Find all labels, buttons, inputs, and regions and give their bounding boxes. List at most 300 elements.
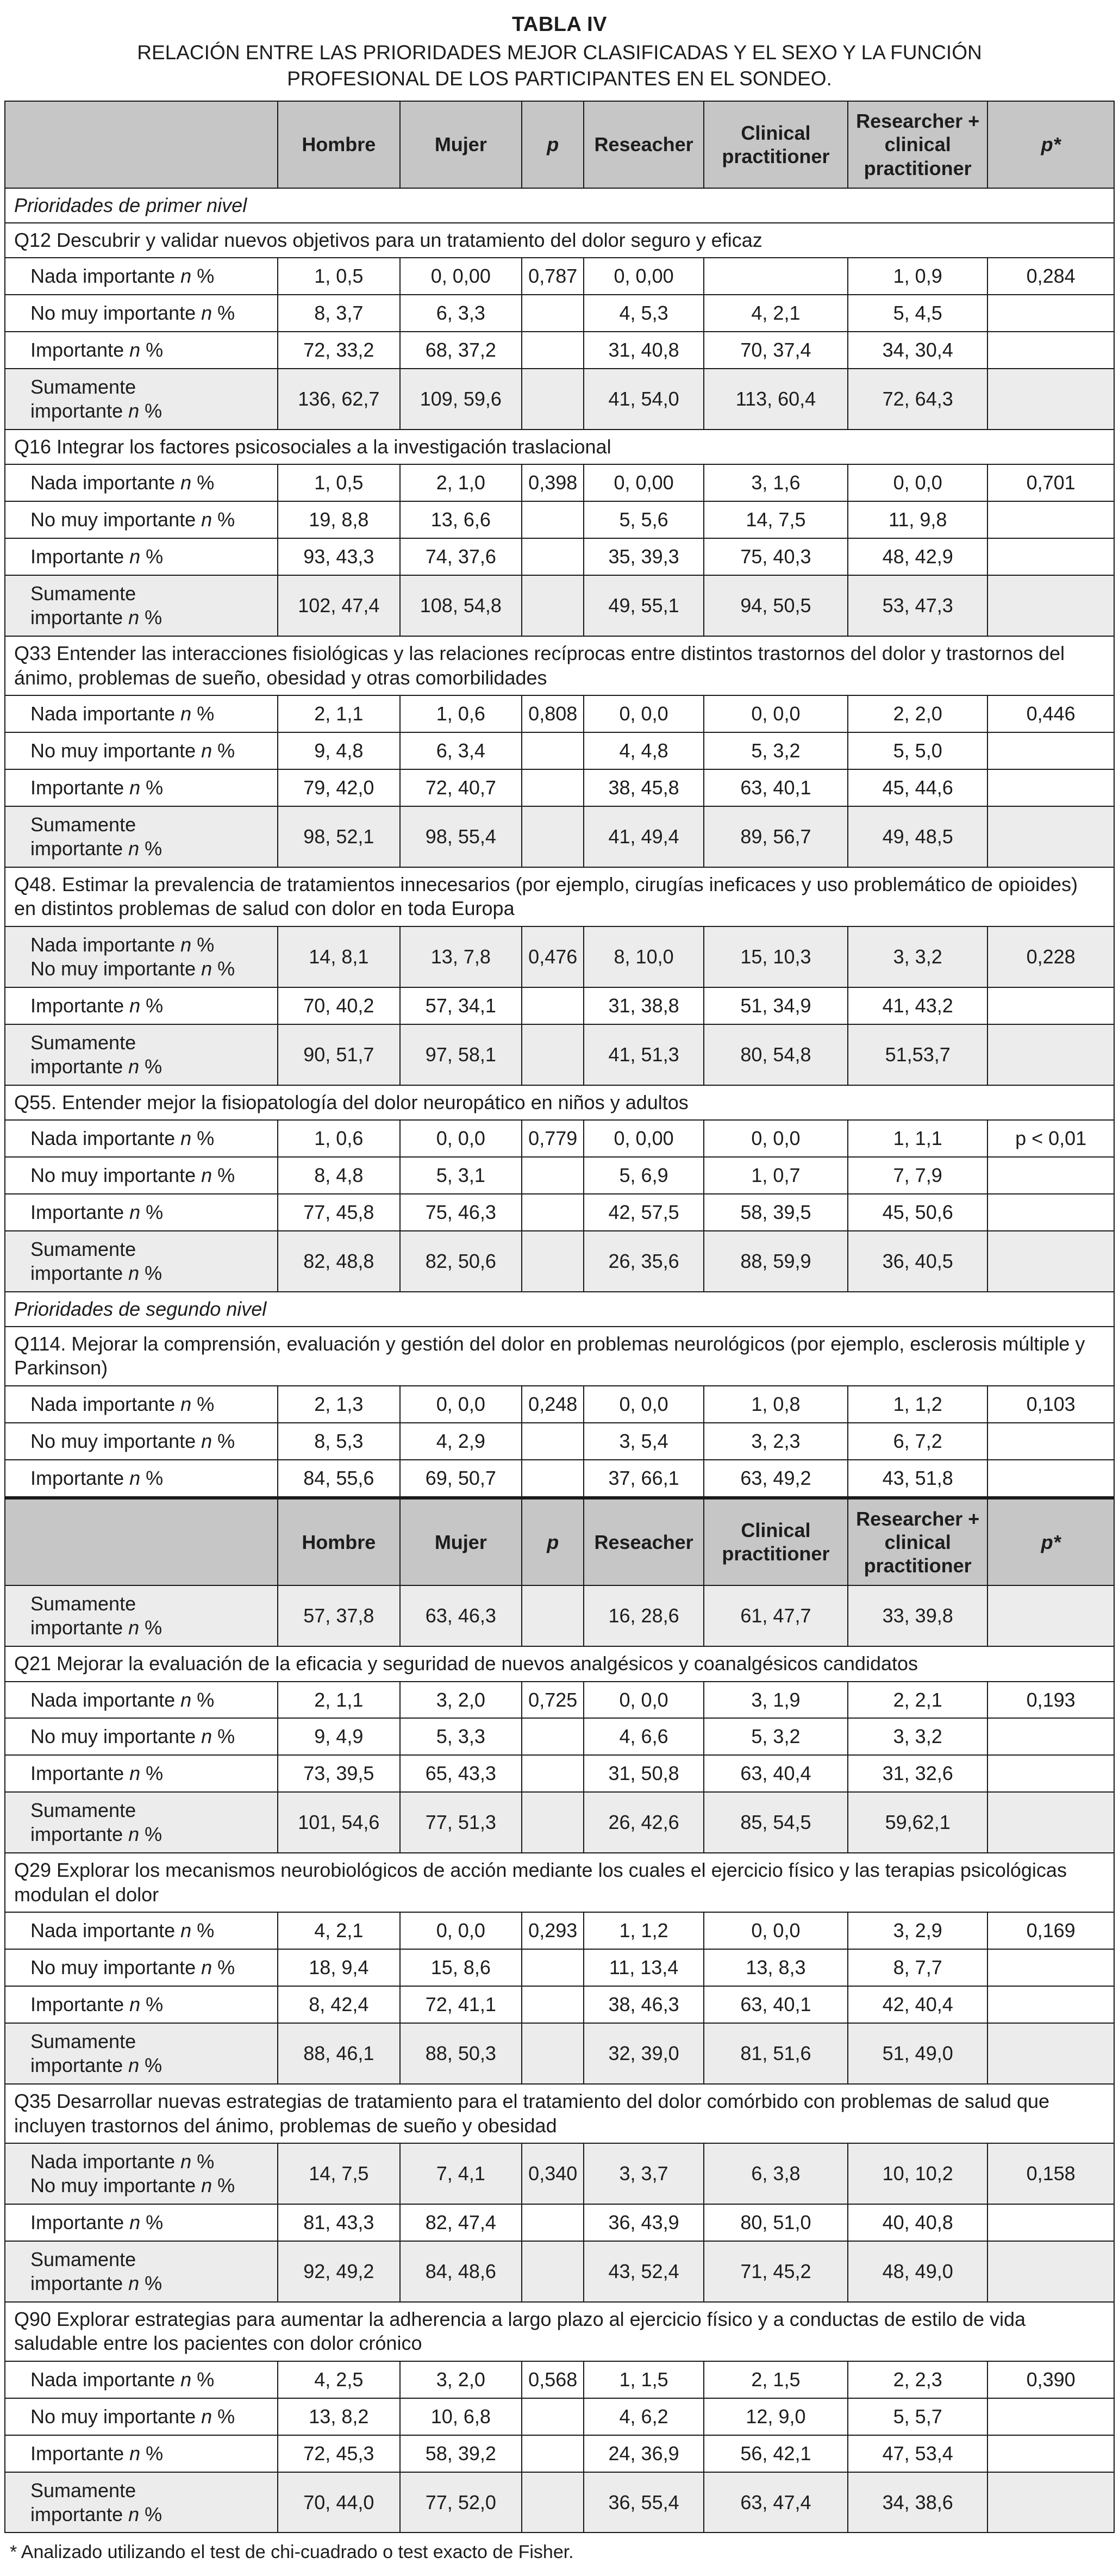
row-label: Importante n % — [5, 1194, 278, 1231]
reseacher-cell: 36, 43,9 — [584, 2204, 703, 2241]
p-star-cell — [987, 1718, 1114, 1755]
mujer-cell: 98, 55,4 — [400, 806, 522, 867]
p-star-cell — [987, 2435, 1114, 2472]
clinical-practitioner-cell: 2, 1,5 — [704, 2361, 848, 2398]
column-header-hombre: Hombre — [278, 1498, 400, 1586]
clinical-practitioner-cell: 56, 42,1 — [704, 2435, 848, 2472]
researcher-clinical-practitioner-cell: 7, 7,9 — [848, 1157, 987, 1194]
researcher-clinical-practitioner-cell: 1, 1,2 — [848, 1386, 987, 1423]
hombre-cell: 8, 42,4 — [278, 1986, 400, 2023]
p-star-cell — [987, 1460, 1114, 1498]
hombre-cell: 57, 37,8 — [278, 1585, 400, 1646]
p-cell — [522, 769, 584, 806]
hombre-cell: 8, 4,8 — [278, 1157, 400, 1194]
clinical-practitioner-cell: 75, 40,3 — [704, 538, 848, 575]
p-cell: 0,787 — [522, 258, 584, 295]
p-star-cell — [987, 538, 1114, 575]
p-star-cell — [987, 1792, 1114, 1853]
clinical-practitioner-cell: 4, 2,1 — [704, 295, 848, 332]
hombre-cell: 9, 4,8 — [278, 732, 400, 769]
hombre-cell: 73, 39,5 — [278, 1755, 400, 1792]
reseacher-cell: 41, 51,3 — [584, 1024, 703, 1085]
hombre-cell: 4, 2,1 — [278, 1912, 400, 1949]
p-cell: 0,398 — [522, 464, 584, 501]
p-star-cell: 0,193 — [987, 1682, 1114, 1719]
researcher-clinical-practitioner-cell: 8, 7,7 — [848, 1949, 987, 1986]
hombre-cell: 8, 3,7 — [278, 295, 400, 332]
hombre-cell: 77, 45,8 — [278, 1194, 400, 1231]
p-star-cell — [987, 769, 1114, 806]
reseacher-cell: 0, 0,00 — [584, 464, 703, 501]
p-star-cell — [987, 1949, 1114, 1986]
researcher-clinical-practitioner-cell: 5, 4,5 — [848, 295, 987, 332]
p-star-cell — [987, 1024, 1114, 1085]
researcher-clinical-practitioner-cell: 40, 40,8 — [848, 2204, 987, 2241]
p-cell — [522, 1792, 584, 1853]
row-label: Sumamente importante n % — [5, 2472, 278, 2533]
researcher-clinical-practitioner-cell: 33, 39,8 — [848, 1585, 987, 1646]
p-cell — [522, 2241, 584, 2302]
reseacher-cell: 4, 6,2 — [584, 2398, 703, 2435]
p-cell — [522, 732, 584, 769]
question-text: Q29 Explorar los mecanismos neurobiológicos de acción mediante los cuales el ejercicio físico y las terapias psicológicas modulan el dolor — [5, 1853, 1114, 1912]
researcher-clinical-practitioner-cell: 51,53,7 — [848, 1024, 987, 1085]
researcher-clinical-practitioner-cell: 31, 32,6 — [848, 1755, 987, 1792]
row-label: Importante n % — [5, 2204, 278, 2241]
row-label: Nada importante n % — [5, 1386, 278, 1423]
researcher-clinical-practitioner-cell: 49, 48,5 — [848, 806, 987, 867]
row-label: No muy importante n % — [5, 501, 278, 538]
row-label: Sumamente importante n % — [5, 575, 278, 636]
row-label: No muy importante n % — [5, 1423, 278, 1460]
data-row — [5, 1231, 1114, 1292]
p-star-cell: 0,103 — [987, 1386, 1114, 1423]
p-cell — [522, 575, 584, 636]
clinical-practitioner-cell: 0, 0,0 — [704, 695, 848, 732]
reseacher-cell: 31, 40,8 — [584, 332, 703, 369]
p-star-cell — [987, 1157, 1114, 1194]
hombre-cell: 13, 8,2 — [278, 2398, 400, 2435]
reseacher-cell: 31, 50,8 — [584, 1755, 703, 1792]
mujer-cell: 72, 41,1 — [400, 1986, 522, 2023]
question-text: Q35 Desarrollar nuevas estrategias de tratamiento para el tratamiento del dolor comórbido con problemas de salud que incluyen trastornos del ánimo, problemas de sueño y obesidad — [5, 2084, 1114, 2143]
hombre-cell: 1, 0,5 — [278, 464, 400, 501]
p-star-cell — [987, 2241, 1114, 2302]
p-cell — [522, 1949, 584, 1986]
clinical-practitioner-cell: 63, 40,1 — [704, 769, 848, 806]
hombre-cell: 82, 48,8 — [278, 1231, 400, 1292]
row-label: Sumamente importante n % — [5, 1231, 278, 1292]
mujer-cell: 57, 34,1 — [400, 987, 522, 1024]
hombre-cell: 1, 0,6 — [278, 1120, 400, 1157]
question-row — [5, 1085, 1114, 1121]
researcher-clinical-practitioner-cell: 34, 38,6 — [848, 2472, 987, 2533]
mujer-cell: 3, 2,0 — [400, 1682, 522, 1719]
hombre-cell: 4, 2,5 — [278, 2361, 400, 2398]
row-label: Nada importante n % No muy importante n % — [5, 926, 278, 987]
row-label: Sumamente importante n % — [5, 806, 278, 867]
hombre-cell: 101, 54,6 — [278, 1792, 400, 1853]
p-star-cell: 0,228 — [987, 926, 1114, 987]
row-label: Nada importante n % — [5, 464, 278, 501]
row-label: No muy importante n % — [5, 1718, 278, 1755]
mujer-cell: 109, 59,6 — [400, 369, 522, 430]
question-text: Q48. Estimar la prevalencia de tratamientos innecesarios (por ejemplo, cirugías ineficaces y uso problemático de opioides) en distintos problemas de salud con dolor en toda Europa — [5, 867, 1114, 926]
table-header-row — [5, 101, 1114, 188]
column-header-empty — [5, 1498, 278, 1586]
researcher-clinical-practitioner-cell: 10, 10,2 — [848, 2143, 987, 2204]
researcher-clinical-practitioner-cell: 1, 1,1 — [848, 1120, 987, 1157]
p-cell: 0,779 — [522, 1120, 584, 1157]
hombre-cell: 136, 62,7 — [278, 369, 400, 430]
data-row — [5, 1912, 1114, 1949]
p-cell — [522, 332, 584, 369]
p-star-cell — [987, 1585, 1114, 1646]
row-label: No muy importante n % — [5, 1157, 278, 1194]
p-cell — [522, 1157, 584, 1194]
table-header-row — [5, 1498, 1114, 1586]
question-row — [5, 1853, 1114, 1912]
reseacher-cell: 0, 0,0 — [584, 1682, 703, 1719]
data-row — [5, 1194, 1114, 1231]
clinical-practitioner-cell: 63, 47,4 — [704, 2472, 848, 2533]
hombre-cell: 102, 47,4 — [278, 575, 400, 636]
question-row — [5, 223, 1114, 258]
column-header-reseacher: Reseacher — [584, 1498, 703, 1586]
p-star-cell — [987, 295, 1114, 332]
hombre-cell: 8, 5,3 — [278, 1423, 400, 1460]
priorities-table-body — [5, 101, 1114, 2533]
data-row — [5, 2361, 1114, 2398]
column-header-p: p — [522, 1498, 584, 1586]
row-label: Importante n % — [5, 538, 278, 575]
clinical-practitioner-cell: 51, 34,9 — [704, 987, 848, 1024]
data-row — [5, 926, 1114, 987]
data-row — [5, 464, 1114, 501]
p-star-cell — [987, 1755, 1114, 1792]
clinical-practitioner-cell: 70, 37,4 — [704, 332, 848, 369]
clinical-practitioner-cell: 88, 59,9 — [704, 1231, 848, 1292]
section-title: Prioridades de segundo nivel — [5, 1292, 1114, 1327]
clinical-practitioner-cell — [704, 258, 848, 295]
reseacher-cell: 26, 42,6 — [584, 1792, 703, 1853]
mujer-cell: 13, 6,6 — [400, 501, 522, 538]
column-header-researcher-clinical-practitioner: Researcher + clinical practitioner — [848, 101, 987, 188]
row-label: Importante n % — [5, 332, 278, 369]
mujer-cell: 97, 58,1 — [400, 1024, 522, 1085]
p-cell — [522, 538, 584, 575]
reseacher-cell: 24, 36,9 — [584, 2435, 703, 2472]
question-row — [5, 2302, 1114, 2361]
clinical-practitioner-cell: 80, 51,0 — [704, 2204, 848, 2241]
column-header-empty — [5, 101, 278, 188]
mujer-cell: 5, 3,3 — [400, 1718, 522, 1755]
data-row — [5, 2143, 1114, 2204]
priorities-table — [4, 101, 1115, 2533]
mujer-cell: 10, 6,8 — [400, 2398, 522, 2435]
mujer-cell: 0, 0,0 — [400, 1912, 522, 1949]
p-star-cell — [987, 806, 1114, 867]
mujer-cell: 6, 3,3 — [400, 295, 522, 332]
row-label: No muy importante n % — [5, 732, 278, 769]
reseacher-cell: 43, 52,4 — [584, 2241, 703, 2302]
hombre-cell: 81, 43,3 — [278, 2204, 400, 2241]
mujer-cell: 13, 7,8 — [400, 926, 522, 987]
researcher-clinical-practitioner-cell: 48, 42,9 — [848, 538, 987, 575]
p-cell — [522, 806, 584, 867]
reseacher-cell: 41, 49,4 — [584, 806, 703, 867]
clinical-practitioner-cell: 81, 51,6 — [704, 2023, 848, 2084]
mujer-cell: 5, 3,1 — [400, 1157, 522, 1194]
mujer-cell: 68, 37,2 — [400, 332, 522, 369]
row-label: Nada importante n % — [5, 258, 278, 295]
p-star-cell — [987, 1194, 1114, 1231]
row-label: Importante n % — [5, 2435, 278, 2472]
p-star-cell — [987, 2472, 1114, 2533]
clinical-practitioner-cell: 5, 3,2 — [704, 1718, 848, 1755]
hombre-cell: 92, 49,2 — [278, 2241, 400, 2302]
data-row — [5, 2241, 1114, 2302]
clinical-practitioner-cell: 61, 47,7 — [704, 1585, 848, 1646]
p-star-cell — [987, 369, 1114, 430]
researcher-clinical-practitioner-cell: 1, 0,9 — [848, 258, 987, 295]
p-star-cell: p < 0,01 — [987, 1120, 1114, 1157]
reseacher-cell: 4, 6,6 — [584, 1718, 703, 1755]
researcher-clinical-practitioner-cell: 43, 51,8 — [848, 1460, 987, 1498]
hombre-cell: 2, 1,3 — [278, 1386, 400, 1423]
researcher-clinical-practitioner-cell: 59,62,1 — [848, 1792, 987, 1853]
researcher-clinical-practitioner-cell: 45, 44,6 — [848, 769, 987, 806]
reseacher-cell: 36, 55,4 — [584, 2472, 703, 2533]
p-star-cell — [987, 2023, 1114, 2084]
data-row — [5, 2398, 1114, 2435]
question-row — [5, 1327, 1114, 1386]
p-star-cell — [987, 501, 1114, 538]
clinical-practitioner-cell: 6, 3,8 — [704, 2143, 848, 2204]
row-label: Sumamente importante n % — [5, 1585, 278, 1646]
p-cell — [522, 2435, 584, 2472]
row-label: Nada importante n % No muy importante n % — [5, 2143, 278, 2204]
column-header-p-star: p* — [987, 101, 1114, 188]
p-cell — [522, 2472, 584, 2533]
p-cell — [522, 369, 584, 430]
researcher-clinical-practitioner-cell: 2, 2,0 — [848, 695, 987, 732]
data-row — [5, 1423, 1114, 1460]
p-star-cell: 0,158 — [987, 2143, 1114, 2204]
mujer-cell: 72, 40,7 — [400, 769, 522, 806]
column-header-reseacher: Reseacher — [584, 101, 703, 188]
data-row — [5, 1792, 1114, 1853]
p-star-cell — [987, 732, 1114, 769]
researcher-clinical-practitioner-cell: 47, 53,4 — [848, 2435, 987, 2472]
row-label: Nada importante n % — [5, 1682, 278, 1719]
data-row — [5, 1157, 1114, 1194]
p-cell — [522, 1585, 584, 1646]
hombre-cell: 14, 8,1 — [278, 926, 400, 987]
column-header-mujer: Mujer — [400, 1498, 522, 1586]
mujer-cell: 0, 0,0 — [400, 1120, 522, 1157]
row-label: Sumamente importante n % — [5, 2241, 278, 2302]
hombre-cell: 2, 1,1 — [278, 695, 400, 732]
mujer-cell: 6, 3,4 — [400, 732, 522, 769]
clinical-practitioner-cell: 3, 1,6 — [704, 464, 848, 501]
mujer-cell: 77, 52,0 — [400, 2472, 522, 2533]
reseacher-cell: 0, 0,00 — [584, 1120, 703, 1157]
hombre-cell: 19, 8,8 — [278, 501, 400, 538]
p-star-cell — [987, 2398, 1114, 2435]
mujer-cell: 84, 48,6 — [400, 2241, 522, 2302]
data-row — [5, 1460, 1114, 1498]
researcher-clinical-practitioner-cell: 5, 5,0 — [848, 732, 987, 769]
p-cell — [522, 1423, 584, 1460]
row-label: Nada importante n % — [5, 1120, 278, 1157]
researcher-clinical-practitioner-cell: 2, 2,1 — [848, 1682, 987, 1719]
mujer-cell: 88, 50,3 — [400, 2023, 522, 2084]
table-title: TABLA IV — [512, 13, 607, 36]
row-label: Importante n % — [5, 769, 278, 806]
p-cell — [522, 987, 584, 1024]
clinical-practitioner-cell: 1, 0,7 — [704, 1157, 848, 1194]
data-row — [5, 2435, 1114, 2472]
clinical-practitioner-cell: 71, 45,2 — [704, 2241, 848, 2302]
p-cell: 0,476 — [522, 926, 584, 987]
p-cell — [522, 1231, 584, 1292]
clinical-practitioner-cell: 63, 40,4 — [704, 1755, 848, 1792]
row-label: Importante n % — [5, 1986, 278, 2023]
data-row — [5, 2472, 1114, 2533]
clinical-practitioner-cell: 3, 1,9 — [704, 1682, 848, 1719]
reseacher-cell: 0, 0,0 — [584, 695, 703, 732]
row-label: Importante n % — [5, 1460, 278, 1498]
row-label: Nada importante n % — [5, 1912, 278, 1949]
p-star-cell: 0,390 — [987, 2361, 1114, 2398]
question-row — [5, 430, 1114, 465]
data-row — [5, 258, 1114, 295]
reseacher-cell: 32, 39,0 — [584, 2023, 703, 2084]
p-star-cell: 0,446 — [987, 695, 1114, 732]
researcher-clinical-practitioner-cell: 45, 50,6 — [848, 1194, 987, 1231]
data-row — [5, 987, 1114, 1024]
p-cell — [522, 1755, 584, 1792]
data-row — [5, 769, 1114, 806]
reseacher-cell: 4, 5,3 — [584, 295, 703, 332]
data-row — [5, 1949, 1114, 1986]
p-cell — [522, 1024, 584, 1085]
clinical-practitioner-cell: 85, 54,5 — [704, 1792, 848, 1853]
data-row — [5, 295, 1114, 332]
reseacher-cell: 3, 5,4 — [584, 1423, 703, 1460]
data-row — [5, 732, 1114, 769]
reseacher-cell: 16, 28,6 — [584, 1585, 703, 1646]
hombre-cell: 84, 55,6 — [278, 1460, 400, 1498]
researcher-clinical-practitioner-cell: 41, 43,2 — [848, 987, 987, 1024]
mujer-cell: 4, 2,9 — [400, 1423, 522, 1460]
p-cell: 0,293 — [522, 1912, 584, 1949]
mujer-cell: 75, 46,3 — [400, 1194, 522, 1231]
p-star-cell — [987, 1986, 1114, 2023]
reseacher-cell: 49, 55,1 — [584, 575, 703, 636]
reseacher-cell: 5, 5,6 — [584, 501, 703, 538]
question-text: Q55. Entender mejor la fisiopatología del dolor neuropático en niños y adultos — [5, 1085, 1114, 1121]
reseacher-cell: 8, 10,0 — [584, 926, 703, 987]
data-row — [5, 1120, 1114, 1157]
reseacher-cell: 11, 13,4 — [584, 1949, 703, 1986]
row-label: Nada importante n % — [5, 695, 278, 732]
question-text: Q12 Descubrir y validar nuevos objetivos para un tratamiento del dolor seguro y eficaz — [5, 223, 1114, 258]
column-header-p: p — [522, 101, 584, 188]
hombre-cell: 1, 0,5 — [278, 258, 400, 295]
data-row — [5, 1986, 1114, 2023]
column-header-clinical-practitioner: Clinical practitioner — [704, 1498, 848, 1586]
column-header-hombre: Hombre — [278, 101, 400, 188]
mujer-cell: 15, 8,6 — [400, 1949, 522, 1986]
mujer-cell: 3, 2,0 — [400, 2361, 522, 2398]
reseacher-cell: 35, 39,3 — [584, 538, 703, 575]
reseacher-cell: 42, 57,5 — [584, 1194, 703, 1231]
p-cell: 0,725 — [522, 1682, 584, 1719]
hombre-cell: 9, 4,9 — [278, 1718, 400, 1755]
researcher-clinical-practitioner-cell: 2, 2,3 — [848, 2361, 987, 2398]
mujer-cell: 2, 1,0 — [400, 464, 522, 501]
researcher-clinical-practitioner-cell: 53, 47,3 — [848, 575, 987, 636]
reseacher-cell: 0, 0,0 — [584, 1386, 703, 1423]
question-text: Q114. Mejorar la comprensión, evaluación y gestión del dolor en problemas neurológicos (por ejemplo, esclerosis múltiple y Parkinson) — [5, 1327, 1114, 1386]
mujer-cell: 77, 51,3 — [400, 1792, 522, 1853]
mujer-cell: 1, 0,6 — [400, 695, 522, 732]
row-label: No muy importante n % — [5, 295, 278, 332]
column-header-clinical-practitioner: Clinical practitioner — [704, 101, 848, 188]
clinical-practitioner-cell: 13, 8,3 — [704, 1949, 848, 1986]
question-text: Q16 Integrar los factores psicosociales a la investigación traslacional — [5, 430, 1114, 465]
hombre-cell: 90, 51,7 — [278, 1024, 400, 1085]
reseacher-cell: 37, 66,1 — [584, 1460, 703, 1498]
question-row — [5, 636, 1114, 695]
p-cell — [522, 2023, 584, 2084]
researcher-clinical-practitioner-cell: 36, 40,5 — [848, 1231, 987, 1292]
clinical-practitioner-cell: 3, 2,3 — [704, 1423, 848, 1460]
researcher-clinical-practitioner-cell: 51, 49,0 — [848, 2023, 987, 2084]
row-label: Importante n % — [5, 987, 278, 1024]
clinical-practitioner-cell: 63, 49,2 — [704, 1460, 848, 1498]
p-cell — [522, 1194, 584, 1231]
researcher-clinical-practitioner-cell: 42, 40,4 — [848, 1986, 987, 2023]
reseacher-cell: 4, 4,8 — [584, 732, 703, 769]
mujer-cell: 63, 46,3 — [400, 1585, 522, 1646]
data-row — [5, 1718, 1114, 1755]
hombre-cell: 79, 42,0 — [278, 769, 400, 806]
row-label: Sumamente importante n % — [5, 1024, 278, 1085]
reseacher-cell: 38, 46,3 — [584, 1986, 703, 2023]
clinical-practitioner-cell: 14, 7,5 — [704, 501, 848, 538]
p-cell — [522, 1718, 584, 1755]
table-footnote: * Analizado utilizando el test de chi-cuadrado o test exacto de Fisher. — [10, 2542, 574, 2563]
p-star-cell: 0,169 — [987, 1912, 1114, 1949]
data-row — [5, 369, 1114, 430]
researcher-clinical-practitioner-cell: 72, 64,3 — [848, 369, 987, 430]
clinical-practitioner-cell: 0, 0,0 — [704, 1120, 848, 1157]
reseacher-cell: 1, 1,5 — [584, 2361, 703, 2398]
data-row — [5, 695, 1114, 732]
p-star-cell: 0,701 — [987, 464, 1114, 501]
p-star-cell — [987, 2204, 1114, 2241]
data-row — [5, 806, 1114, 867]
reseacher-cell: 31, 38,8 — [584, 987, 703, 1024]
mujer-cell: 7, 4,1 — [400, 2143, 522, 2204]
hombre-cell: 14, 7,5 — [278, 2143, 400, 2204]
researcher-clinical-practitioner-cell: 6, 7,2 — [848, 1423, 987, 1460]
column-header-p-star: p* — [987, 1498, 1114, 1586]
reseacher-cell: 3, 3,7 — [584, 2143, 703, 2204]
